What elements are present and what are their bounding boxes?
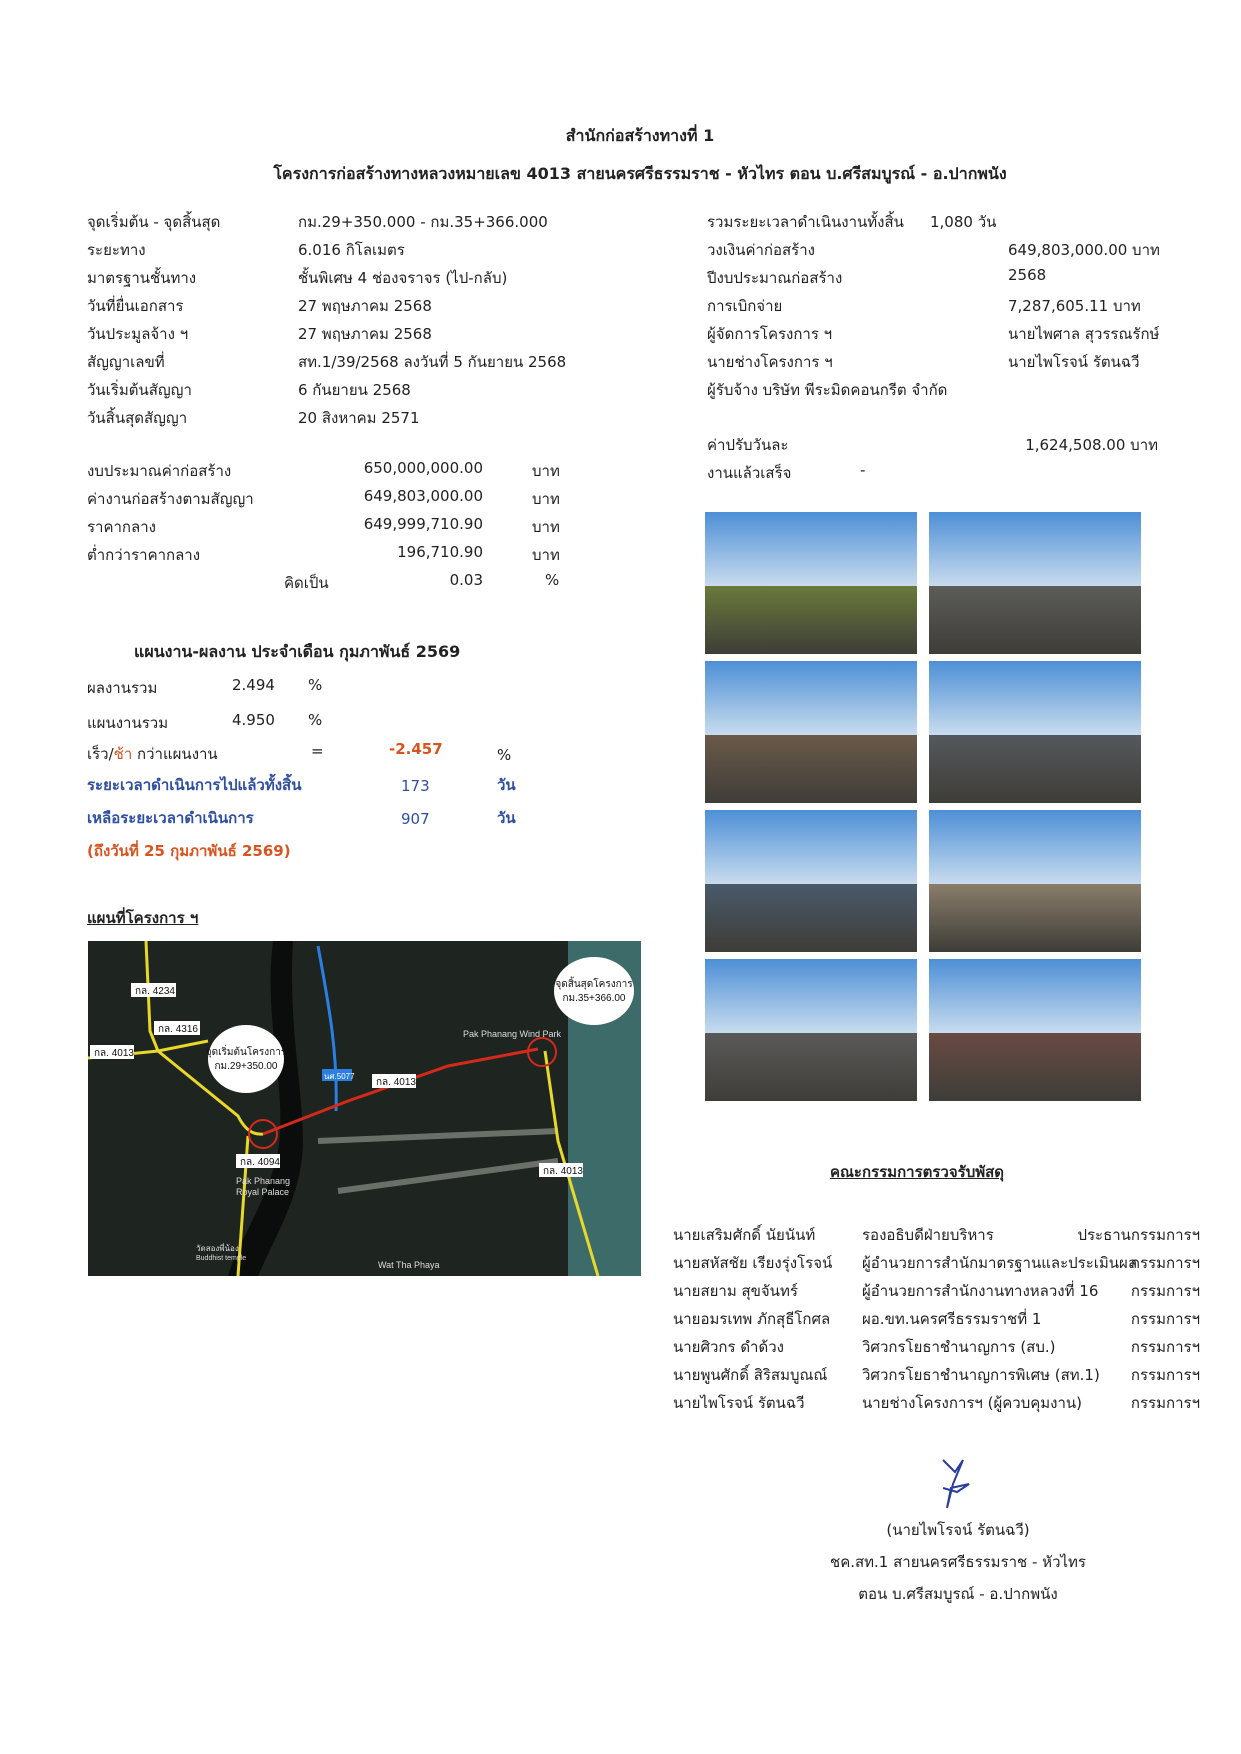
done-label: งานแล้วเสร็จ — [707, 464, 792, 482]
remain-unit: วัน — [497, 809, 516, 827]
budget-label: ต่ำกว่าราคากลาง — [87, 546, 201, 564]
member-name: นายพูนศักดิ์ สิริสมบูณณ์ — [673, 1366, 828, 1384]
place-label: Royal Palace — [236, 1187, 290, 1197]
budget-label: ราคากลาง — [87, 518, 156, 536]
info-value: สท.1/39/2568 ลงวันที่ 5 กันยายน 2568 — [298, 353, 567, 371]
member-name: นายสยาม สุขจันทร์ — [673, 1282, 798, 1300]
info-label: การเบิกจ่าย — [707, 297, 783, 315]
road-label: กล. 4013 — [543, 1166, 583, 1177]
actual-label: ผลงานรวม — [87, 679, 158, 697]
member-name: นายสหัสชัย เรียงรุ่งโรจน์ — [673, 1254, 833, 1272]
done-value: - — [860, 461, 866, 479]
info-value: 7,287,605.11 บาท — [1008, 297, 1141, 315]
pct-label: คิดเป็น — [284, 574, 329, 592]
member-position: ผู้อำนวยการสำนักงานทางหลวงที่ 16 — [862, 1282, 1099, 1300]
info-value: 20 สิงหาคม 2571 — [298, 409, 420, 427]
elapsed-unit: วัน — [497, 776, 516, 794]
pct-value: 0.03 — [449, 571, 483, 589]
info-value: นายไพโรจน์ รัตนฉวี — [1008, 353, 1140, 371]
signature-icon — [935, 1458, 975, 1510]
info-value: กม.29+350.000 - กม.35+366.000 — [298, 213, 548, 231]
info-value: 649,803,000.00 บาท — [1008, 241, 1160, 259]
road-label: กล. 4234 — [135, 986, 175, 997]
place-label: Pak Phanang — [236, 1176, 291, 1186]
place-label: วัดสองพี่น้อง — [196, 1244, 239, 1253]
as-of-date: (ถึงวันที่ 25 กุมภาพันธ์ 2569) — [87, 842, 291, 860]
info-label: ปีงบประมาณก่อสร้าง — [707, 269, 843, 287]
diff-label — [87, 742, 218, 766]
road-label: กล. 4013 — [94, 1048, 134, 1059]
end-km: กม.35+366.00 — [562, 993, 626, 1004]
info-label: วันสิ้นสุดสัญญา — [87, 409, 188, 427]
signer-title-2: ตอน บ.ศรีสมบูรณ์ - อ.ปากพนัง — [858, 1585, 1058, 1603]
budget-unit: บาท — [532, 490, 560, 508]
actual-value: 2.494 — [232, 676, 275, 694]
member-position: วิศวกรโยธาชำนาญการ (สบ.) — [862, 1338, 1056, 1356]
member-role: กรรมการฯ — [1130, 1338, 1200, 1356]
info-label: ผู้จัดการโครงการ ฯ — [707, 325, 833, 343]
planned-label: แผนงานรวม — [87, 714, 169, 732]
budget-value: 196,710.90 — [397, 543, 483, 561]
budget-value: 649,999,710.90 — [363, 515, 483, 533]
member-role: กรรมการฯ — [1130, 1254, 1200, 1272]
budget-unit: บาท — [532, 462, 560, 480]
member-name: นายอมรเทพ ภักสุธีโกศล — [673, 1310, 831, 1328]
diff-unit: % — [497, 746, 512, 764]
member-name: นายไพโรจน์ รัตนฉวี — [673, 1394, 805, 1412]
budget-label: งบประมาณค่าก่อสร้าง — [87, 462, 232, 480]
place-label: Buddhist temple — [196, 1255, 247, 1262]
construction-photo — [929, 661, 1141, 803]
road-label: กล. 4316 — [158, 1024, 198, 1035]
info-label: จุดเริ่มต้น - จุดสิ้นสุด — [87, 213, 221, 231]
construction-photo — [705, 512, 917, 654]
info-value: 27 พฤษภาคม 2568 — [298, 297, 432, 315]
construction-photo — [929, 959, 1141, 1101]
road-label: กล. 4013 — [376, 1077, 416, 1088]
office-title: สำนักก่อสร้างทางที่ 1 — [565, 126, 715, 145]
info-label: มาตรฐานชั้นทาง — [87, 269, 197, 287]
member-role: กรรมการฯ — [1130, 1394, 1200, 1412]
info-value: 27 พฤษภาคม 2568 — [298, 325, 432, 343]
signer-name: (นายไพโรจน์ รัตนฉวี) — [886, 1521, 1030, 1539]
info-value: 6 กันยายน 2568 — [298, 381, 411, 399]
start-callout: จุดเริ่มต้นโครงการ — [205, 1047, 287, 1058]
construction-photo — [705, 959, 917, 1101]
member-position: ผู้อำนวยการสำนักมาตรฐานและประเมินผล — [862, 1254, 1138, 1272]
remain-label: เหลือระยะเวลาดำเนินการ — [87, 809, 254, 827]
info-label: นายช่างโครงการ ฯ — [707, 353, 833, 371]
road-label: กล. 4094 — [240, 1157, 280, 1168]
budget-label: ค่างานก่อสร้างตามสัญญา — [87, 490, 254, 508]
construction-photo — [705, 661, 917, 803]
map-heading: แผนที่โครงการ ฯ — [87, 909, 199, 927]
place-label: Wat Tha Phaya — [378, 1260, 440, 1270]
member-role: ประธานกรรมการฯ — [1077, 1226, 1200, 1244]
fast-text: เร็ว/ — [87, 745, 114, 763]
info-value: 2568 — [1008, 266, 1047, 284]
signer-title-1: ชค.สท.1 สายนครศรีธรรมราช - หัวไทร — [830, 1553, 1086, 1571]
construction-photo — [929, 512, 1141, 654]
construction-photo — [705, 810, 917, 952]
member-role: กรรมการฯ — [1130, 1282, 1200, 1300]
duration-label: รวมระยะเวลาดำเนินงานทั้งสิ้น — [707, 213, 904, 231]
road-label: นศ.5077 — [324, 1072, 355, 1081]
info-value: 6.016 กิโลเมตร — [298, 241, 405, 259]
info-label: วันประมูลจ้าง ฯ — [87, 325, 189, 343]
contractor: ผู้รับจ้าง บริษัท พีระมิดคอนกรีต จำกัด — [707, 381, 948, 399]
member-role: กรรมการฯ — [1130, 1310, 1200, 1328]
elapsed-value: 173 — [401, 777, 430, 795]
diff-equals: = — [311, 742, 324, 760]
info-label: วันเริ่มต้นสัญญา — [87, 381, 192, 399]
info-value: ชั้นพิเศษ 4 ช่องจราจร (ไป-กลับ) — [298, 269, 508, 287]
planned-value: 4.950 — [232, 711, 275, 729]
diff-value: -2.457 — [389, 740, 443, 758]
start-km: กม.29+350.00 — [214, 1061, 278, 1072]
member-role: กรรมการฯ — [1130, 1366, 1200, 1384]
remain-value: 907 — [401, 810, 430, 828]
place-label: Pak Phanang Wind Park — [463, 1029, 562, 1039]
planned-unit: % — [308, 711, 323, 729]
budget-value: 650,000,000.00 — [363, 459, 483, 477]
end-callout: จุดสิ้นสุดโครงการ — [555, 979, 633, 990]
info-label: วันที่ยื่นเอกสาร — [87, 297, 184, 315]
info-label: สัญญาเลขที่ — [87, 353, 165, 371]
diff-text: กว่าแผนงาน — [132, 745, 218, 763]
budget-value: 649,803,000.00 — [363, 487, 483, 505]
info-label: วงเงินค่าก่อสร้าง — [707, 241, 815, 259]
plan-heading: แผนงาน-ผลงาน ประจำเดือน กุมภาพันธ์ 2569 — [134, 642, 461, 661]
actual-unit: % — [308, 676, 323, 694]
member-name: นายเสริมศักดิ์ นัยนันท์ — [673, 1226, 816, 1244]
project-map — [88, 941, 641, 1276]
info-label: ระยะทาง — [87, 241, 146, 259]
fine-value: 1,624,508.00 บาท — [1025, 436, 1158, 454]
budget-unit: บาท — [532, 518, 560, 536]
slow-text: ช้า — [113, 745, 133, 763]
member-name: นายศิวกร ดำด้วง — [673, 1338, 784, 1356]
member-position: นายช่างโครงการฯ (ผู้ควบคุมงาน) — [862, 1394, 1083, 1412]
pct-unit: % — [545, 571, 560, 589]
construction-photo — [929, 810, 1141, 952]
member-position: ผอ.ขท.นครศรีธรรมราชที่ 1 — [862, 1310, 1042, 1328]
member-position: วิศวกรโยธาชำนาญการพิเศษ (สท.1) — [862, 1366, 1100, 1384]
fine-label: ค่าปรับวันละ — [707, 436, 789, 454]
elapsed-label: ระยะเวลาดำเนินการไปแล้วทั้งสิ้น — [87, 776, 302, 794]
info-value: นายไพศาล สุวรรณรักษ์ — [1008, 325, 1160, 343]
budget-unit: บาท — [532, 546, 560, 564]
member-position: รองอธิบดีฝ่ายบริหาร — [862, 1226, 994, 1244]
duration-value: 1,080 วัน — [930, 213, 997, 231]
committee-heading: คณะกรรมการตรวจรับพัสดุ — [829, 1163, 1005, 1181]
project-title: โครงการก่อสร้างทางหลวงหมายเลข 4013 สายนครศรีธรรมราช - หัวไทร ตอน บ.ศรีสมบูรณ์ - อ.ปากพนัง — [273, 164, 1007, 183]
